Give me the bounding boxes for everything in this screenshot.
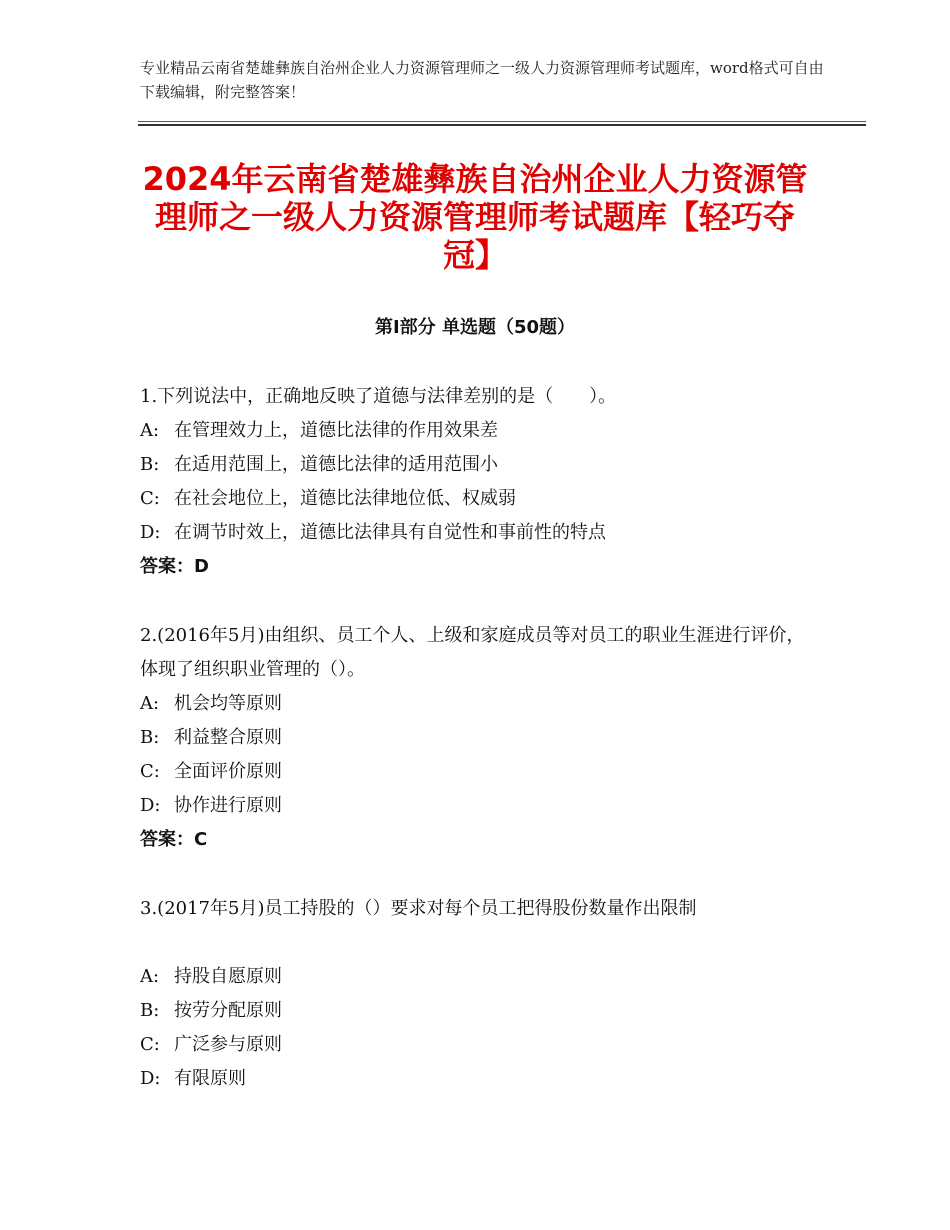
option-text: 在适用范围上，道德比法律的适用范围小 xyxy=(174,454,498,475)
question-2-stem: 2.(2016年5月)由组织、员工个人、上级和家庭成员等对员工的职业生涯进行评价，体现了组织职业管理的（）。 xyxy=(140,625,805,680)
question-3-option-a xyxy=(140,960,805,994)
question-3-option-c xyxy=(140,1028,805,1062)
option-letter: C: xyxy=(140,761,160,782)
option-letter: C: xyxy=(140,488,160,509)
option-text: 利益整合原则 xyxy=(174,727,282,748)
question-2-option-b xyxy=(140,721,805,755)
option-text: 在管理效力上，道德比法律的作用效果差 xyxy=(174,420,498,441)
option-letter: B: xyxy=(140,1000,160,1021)
option-letter: C: xyxy=(140,1034,160,1055)
question-1-stem: 1.下列说法中，正确地反映了道德与法律差别的是（ ）。 xyxy=(140,386,617,407)
option-text: 有限原则 xyxy=(174,1068,246,1089)
question-2-option-c xyxy=(140,755,805,789)
question-2-answer: 答案：C xyxy=(140,829,208,850)
header-divider-thin xyxy=(138,121,866,122)
question-3-option-d xyxy=(140,1062,805,1096)
header-divider-thick xyxy=(138,124,866,126)
option-letter: A: xyxy=(140,693,160,714)
option-text: 广泛参与原则 xyxy=(174,1034,282,1055)
option-letter: A: xyxy=(140,966,160,987)
question-3-option-b xyxy=(140,994,805,1028)
header-note: 专业精品云南省楚雄彝族自治州企业人力资源管理师之一级人力资源管理师考试题库，word格式可自由下载编辑，附完整答案！ xyxy=(140,59,824,101)
option-text: 协作进行原则 xyxy=(174,795,282,816)
question-2-option-a xyxy=(140,687,805,721)
option-text: 全面评价原则 xyxy=(174,761,282,782)
option-text: 在调节时效上，道德比法律具有自觉性和事前性的特点 xyxy=(174,522,606,543)
option-text: 持股自愿原则 xyxy=(174,966,282,987)
option-letter: B: xyxy=(140,454,160,475)
question-1-option-c xyxy=(140,482,805,516)
option-letter: D: xyxy=(140,522,161,543)
section-title: 第Ⅰ部分 单选题（50题） xyxy=(374,317,575,338)
document-title: 2024年云南省楚雄彝族自治州企业人力资源管理师之一级人力资源管理师考试题库【轻巧夺冠】 xyxy=(142,160,808,274)
option-letter: B: xyxy=(140,727,160,748)
question-2-option-d xyxy=(140,789,805,823)
option-letter: D: xyxy=(140,795,161,816)
option-text: 在社会地位上，道德比法律地位低、权威弱 xyxy=(174,488,516,509)
question-1-option-b xyxy=(140,448,805,482)
option-letter: D: xyxy=(140,1068,161,1089)
option-letter: A: xyxy=(140,420,160,441)
question-1-answer: 答案：D xyxy=(140,556,209,577)
question-1-option-d xyxy=(140,516,805,550)
question-3-stem: 3.(2017年5月)员工持股的（）要求对每个员工把得股份数量作出限制 xyxy=(140,898,697,919)
option-text: 机会均等原则 xyxy=(174,693,282,714)
option-text: 按劳分配原则 xyxy=(174,1000,282,1021)
question-1-option-a xyxy=(140,414,805,448)
